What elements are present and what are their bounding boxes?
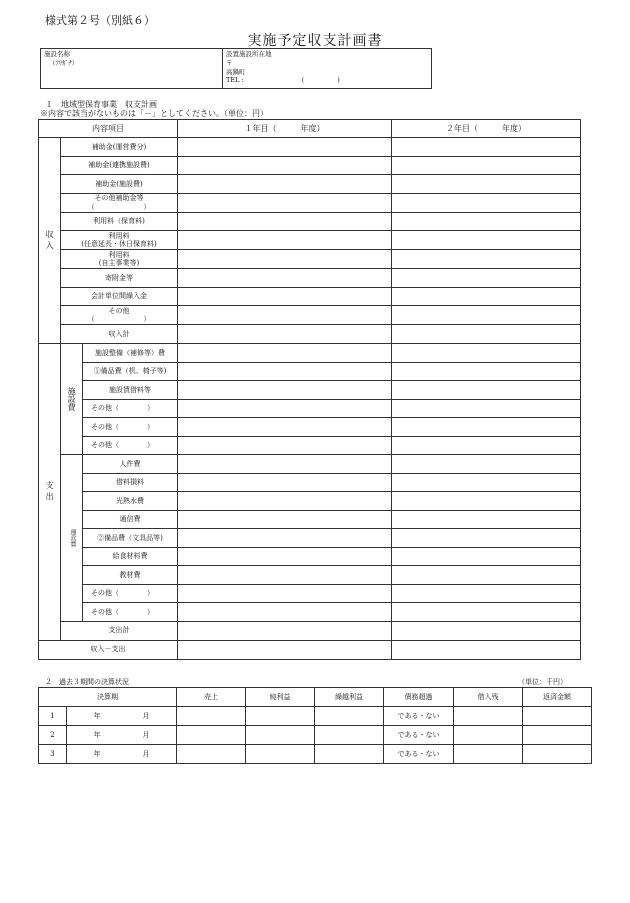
facility-5-year2-cell[interactable] [392, 436, 581, 455]
form-number: 様式第２号（別紙６） [45, 14, 155, 27]
income-item-sub: (自主事業等) [98, 259, 140, 267]
tel-paren: ( ) [301, 76, 340, 85]
operating-6-year1-cell[interactable] [178, 566, 392, 585]
income-item-name: その他補助金等 [94, 194, 144, 203]
operating-5-year2-cell[interactable] [392, 547, 581, 566]
facility-2-year2-cell[interactable] [392, 381, 581, 400]
history-loan-balance-cell[interactable] [454, 745, 523, 764]
history-row-number: 2 [39, 726, 67, 745]
income-row [39, 156, 581, 175]
operating-3-year1-cell[interactable] [178, 510, 392, 529]
income-item-label [61, 269, 178, 288]
income-category-cell [39, 138, 61, 344]
expense-total-year1-cell[interactable] [178, 621, 392, 640]
income-7-year1-cell[interactable] [178, 269, 392, 288]
operating-expense-row [39, 492, 581, 511]
history-debt-cell[interactable]: である・ない [384, 707, 454, 726]
section1-title: １ 地域型保育事業 収支計画 [45, 100, 157, 109]
facility-4-year2-cell[interactable] [392, 418, 581, 437]
tel-label: TEL : [226, 76, 244, 85]
income-3-year1-cell[interactable] [178, 193, 392, 212]
history-period-cell[interactable] [67, 726, 177, 745]
col-header-year1: １年目（ 年度） [178, 120, 392, 138]
facility-expense-row [39, 418, 581, 437]
history-header-5: 借入残 [454, 688, 523, 707]
expense-total-year2-cell[interactable] [392, 621, 581, 640]
operating-expense-row [39, 455, 581, 474]
facility-item-label: その他（ ） [83, 436, 178, 455]
furigana-label: （ﾌﾘｶﾞﾅ） [49, 58, 79, 67]
income-item-name: 利用料 [108, 231, 130, 240]
history-net-profit-cell[interactable] [246, 726, 315, 745]
operating-item-label: 人件費 [83, 455, 178, 474]
income-item-name: 利用料 [108, 250, 130, 259]
income-3-year2-cell[interactable] [392, 193, 581, 212]
operating-item-label: 給食材料費 [83, 547, 178, 566]
postal-mark: 〒 [226, 58, 233, 67]
income-item-label [61, 156, 178, 175]
operating-item-label: その他（ ） [83, 584, 178, 603]
balance-year1-cell[interactable] [178, 640, 392, 659]
facility-2-year1-cell[interactable] [178, 381, 392, 400]
income-category-label: 収入 [45, 229, 55, 252]
expense-category-cell [39, 344, 61, 641]
expense-category-label: 支出 [45, 480, 55, 503]
operating-expense-row [39, 584, 581, 603]
col-header-year2: ２年目（ 年度） [392, 120, 581, 138]
operating-0-year1-cell[interactable] [178, 455, 392, 474]
history-debt-cell[interactable]: である・ない [384, 745, 454, 764]
address-label: 設置施設所在地 [226, 50, 272, 58]
history-year-label: 年 [93, 711, 101, 720]
income-item-name: 会計単位間繰入金 [91, 292, 147, 301]
operating-7-year2-cell[interactable] [392, 584, 581, 603]
facility-info-table [40, 48, 432, 89]
facility-item-label: ①備品費（机、椅子等) [83, 362, 178, 381]
operating-item-label: 光熱水費 [83, 492, 178, 511]
history-loan-balance-cell[interactable] [454, 726, 523, 745]
facility-item-label: その他（ ） [83, 399, 178, 418]
operating-7-year1-cell[interactable] [178, 584, 392, 603]
section2-title: ２ 過去３期間の決算状況 [45, 678, 129, 686]
history-row [39, 726, 592, 745]
operating-3-year2-cell[interactable] [392, 510, 581, 529]
income-2-year2-cell[interactable] [392, 175, 581, 194]
income-item-sub: (任意延長・休日保育料) [81, 240, 157, 248]
facility-expense-row [39, 381, 581, 400]
balance-row [39, 640, 581, 659]
operating-group-label: 運営費 [68, 528, 76, 547]
facility-1-year2-cell[interactable] [392, 362, 581, 381]
income-9-year2-cell[interactable] [392, 306, 581, 325]
facility-expense-row [39, 399, 581, 418]
operating-1-year2-cell[interactable] [392, 473, 581, 492]
income-row [39, 193, 581, 212]
operating-item-label: 通信費 [83, 510, 178, 529]
income-item-name: 補助金(施設費) [95, 179, 143, 188]
income-1-year2-cell[interactable] [392, 156, 581, 175]
history-period-cell[interactable] [67, 707, 177, 726]
history-repayment-cell[interactable] [523, 707, 592, 726]
income-6-year1-cell[interactable] [178, 250, 392, 269]
income-row [39, 231, 581, 250]
history-sales-cell[interactable] [177, 707, 246, 726]
facility-3-year1-cell[interactable] [178, 399, 392, 418]
income-2-year1-cell[interactable] [178, 175, 392, 194]
history-row [39, 707, 592, 726]
income-row [39, 138, 581, 157]
history-repayment-cell[interactable] [523, 726, 592, 745]
operating-4-year2-cell[interactable] [392, 529, 581, 548]
facility-0-year2-cell[interactable] [392, 344, 581, 363]
col-header-item: 内容項目 [39, 120, 178, 138]
income-item-name: 利用料（保育料) [93, 217, 145, 226]
income-section [39, 138, 581, 344]
operating-expense-row [39, 529, 581, 548]
operating-item-label: ②備品費（文具品等) [83, 529, 178, 548]
history-carried-profit-cell[interactable] [315, 745, 384, 764]
income-row [39, 250, 581, 269]
history-net-profit-cell[interactable] [246, 707, 315, 726]
history-header-2: 純利益 [246, 688, 315, 707]
budget-table [38, 119, 581, 660]
income-total-row [39, 325, 581, 344]
operating-item-label: 教材費 [83, 566, 178, 585]
facility-0-year1-cell[interactable] [178, 344, 392, 363]
history-month-label: 月 [142, 711, 150, 720]
income-item-sub: （ ） [87, 202, 151, 211]
income-5-year2-cell[interactable] [392, 231, 581, 250]
history-rows [39, 707, 592, 764]
income-total-label: 収入計 [61, 325, 178, 344]
facility-group-label: 施設費 [67, 387, 77, 411]
history-header-1: 売上 [177, 688, 246, 707]
income-item-name: 補助金(連携施設費) [88, 161, 150, 170]
income-row [39, 287, 581, 306]
income-total-year2-cell[interactable] [392, 325, 581, 344]
operating-2-year2-cell[interactable] [392, 492, 581, 511]
facility-name-field[interactable] [41, 49, 223, 89]
operating-0-year2-cell[interactable] [392, 455, 581, 474]
history-header-6: 返済金額 [523, 688, 592, 707]
history-loan-balance-cell[interactable] [454, 707, 523, 726]
income-7-year2-cell[interactable] [392, 269, 581, 288]
income-item-label [61, 138, 178, 157]
history-header-0: 決算期 [39, 688, 177, 707]
facility-3-year2-cell[interactable] [392, 399, 581, 418]
facility-group-cell [61, 344, 83, 455]
history-row-number: 3 [39, 745, 67, 764]
expense-section [39, 344, 581, 660]
operating-group-cell [61, 455, 83, 622]
history-month-label: 月 [142, 749, 150, 758]
facility-5-year1-cell[interactable] [178, 436, 392, 455]
operating-expense-row [39, 603, 581, 622]
facility-expense-row [39, 344, 581, 363]
operating-expense-row [39, 510, 581, 529]
income-total-year1-cell[interactable] [178, 325, 392, 344]
facility-address-field[interactable] [223, 49, 432, 89]
operating-item-label: その他（ ） [83, 603, 178, 622]
history-header-row [39, 688, 592, 707]
history-carried-profit-cell[interactable] [315, 726, 384, 745]
facility-4-year1-cell[interactable] [178, 418, 392, 437]
income-row [39, 175, 581, 194]
operating-5-year1-cell[interactable] [178, 547, 392, 566]
income-5-year1-cell[interactable] [178, 231, 392, 250]
facility-1-year1-cell[interactable] [178, 362, 392, 381]
history-header-4: 債務超過 [384, 688, 454, 707]
document-title: 実施予定収支計画書 [247, 33, 383, 49]
operating-item-label: 借料損料 [83, 473, 178, 492]
history-carried-profit-cell[interactable] [315, 707, 384, 726]
expense-total-label: 支出計 [61, 621, 178, 640]
income-item-label [61, 175, 178, 194]
facility-expense-row [39, 436, 581, 455]
income-row [39, 212, 581, 231]
history-net-profit-cell[interactable] [246, 745, 315, 764]
income-item-label [61, 287, 178, 306]
income-4-year1-cell[interactable] [178, 212, 392, 231]
income-item-label [61, 306, 178, 325]
operating-8-year2-cell[interactable] [392, 603, 581, 622]
history-row [39, 745, 592, 764]
operating-8-year1-cell[interactable] [178, 603, 392, 622]
facility-expense-row [39, 362, 581, 381]
tel-line [226, 76, 428, 85]
operating-expense-row [39, 566, 581, 585]
income-item-label [61, 231, 178, 250]
income-6-year2-cell[interactable] [392, 250, 581, 269]
facility-item-label: 施設整備（補修等）費 [83, 344, 178, 363]
history-period-cell[interactable] [67, 745, 177, 764]
income-8-year2-cell[interactable] [392, 287, 581, 306]
income-item-name: その他 [108, 306, 130, 315]
section1-note: ※内容で該当がないものは「－」としてください。（単位：円） [40, 109, 268, 118]
history-month-label: 月 [142, 730, 150, 739]
history-year-label: 年 [93, 749, 101, 758]
income-4-year2-cell[interactable] [392, 212, 581, 231]
income-row [39, 306, 581, 325]
operating-expense-row [39, 547, 581, 566]
operating-expense-row [39, 473, 581, 492]
history-header-3: 繰越利益 [315, 688, 384, 707]
history-debt-cell[interactable]: である・ない [384, 726, 454, 745]
facility-name-label: 施設名称 [44, 50, 70, 58]
income-row [39, 269, 581, 288]
operating-4-year1-cell[interactable] [178, 529, 392, 548]
town-name: 高鍋町 [226, 67, 246, 76]
history-sales-cell[interactable] [177, 745, 246, 764]
history-table [38, 687, 592, 764]
income-0-year1-cell[interactable] [178, 138, 392, 157]
facility-item-label: その他（ ） [83, 418, 178, 437]
history-row-number: 1 [39, 707, 67, 726]
operating-6-year2-cell[interactable] [392, 566, 581, 585]
income-item-label [61, 212, 178, 231]
facility-item-label: 施設賃借料等 [83, 381, 178, 400]
balance-year2-cell[interactable] [392, 640, 581, 659]
income-item-label [61, 193, 178, 212]
income-item-name: 寄附金等 [105, 273, 133, 282]
income-item-sub: （ ） [87, 315, 151, 323]
balance-label: 収入－支出 [39, 640, 178, 659]
income-9-year1-cell[interactable] [178, 306, 392, 325]
operating-2-year1-cell[interactable] [178, 492, 392, 511]
expense-total-row [39, 621, 581, 640]
income-8-year1-cell[interactable] [178, 287, 392, 306]
income-0-year2-cell[interactable] [392, 138, 581, 157]
income-item-name: 補助金(運営費分) [91, 142, 147, 151]
history-year-label: 年 [93, 730, 101, 739]
history-sales-cell[interactable] [177, 726, 246, 745]
income-item-label [61, 250, 178, 269]
section2-unit: （単位：千円） [518, 678, 567, 686]
income-1-year1-cell[interactable] [178, 156, 392, 175]
operating-1-year1-cell[interactable] [178, 473, 392, 492]
history-repayment-cell[interactable] [523, 745, 592, 764]
